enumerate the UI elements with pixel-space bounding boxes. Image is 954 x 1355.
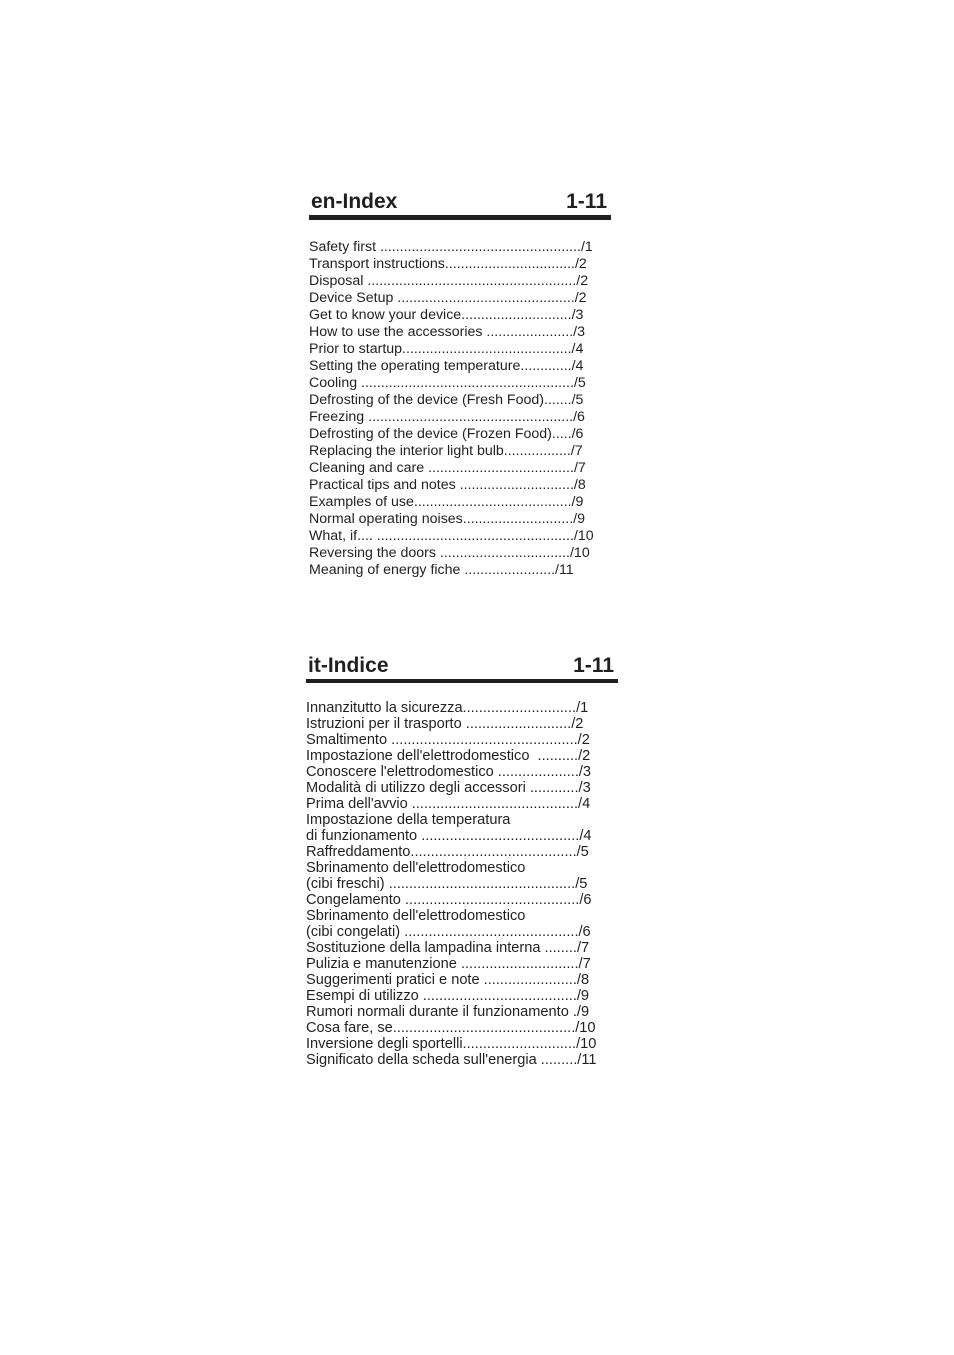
toc-entry: Significato della scheda sull'energia ........./11 xyxy=(306,1052,597,1068)
toc-entry: Congelamento .........................................../6 xyxy=(306,892,592,908)
toc-entry: Prima dell'avvio ........................................./4 xyxy=(306,796,591,812)
toc-entry: Freezing ..................................................../6 xyxy=(309,409,585,425)
toc-entry: Cosa fare, se............................................./10 xyxy=(306,1020,596,1036)
toc-entry: What, if.... ................................................../10 xyxy=(309,528,594,544)
toc-entry: Modalità di utilizzo degli accessori ............/3 xyxy=(306,780,591,796)
toc-entry: Sbrinamento dell'elettrodomestico xyxy=(306,860,526,876)
toc-entry: Transport instructions................................./2 xyxy=(309,256,587,272)
toc-entry: Innanzitutto la sicurezza............................/1 xyxy=(306,700,589,716)
toc-entry: Istruzioni per il trasporto ........................../2 xyxy=(306,716,584,732)
toc-entry: (cibi freschi) ............................................../5 xyxy=(306,876,588,892)
en-index-heading xyxy=(309,190,611,220)
it-indice-page-range: 1-11 xyxy=(573,654,614,677)
toc-entry: Rumori normali durante il funzionamento ./9 xyxy=(306,1004,590,1020)
it-indice-section xyxy=(306,654,618,1068)
toc-entry: Impostazione dell'elettrodomestico ........../2 xyxy=(306,748,591,764)
toc-entry: Defrosting of the device (Frozen Food)...../6 xyxy=(309,426,584,442)
it-indice-list xyxy=(306,700,618,1068)
toc-entry: Smaltimento ............................................../2 xyxy=(306,732,590,748)
toc-entry: Replacing the interior light bulb................./7 xyxy=(309,443,583,459)
toc-entry: Reversing the doors ................................./10 xyxy=(309,545,590,561)
toc-entry: Safety first .................................................../1 xyxy=(309,239,593,255)
toc-entry: Pulizia e manutenzione ............................./7 xyxy=(306,956,591,972)
toc-entry: Suggerimenti pratici e note ......................./8 xyxy=(306,972,590,988)
toc-entry: Esempi di utilizzo ....................................../9 xyxy=(306,988,590,1004)
it-indice-title: it-Indice xyxy=(308,654,389,677)
toc-entry: (cibi congelati) .........................................../6 xyxy=(306,924,591,940)
toc-entry: Cooling ....................................................../5 xyxy=(309,375,586,391)
it-indice-heading xyxy=(306,654,618,683)
toc-entry: Practical tips and notes ............................./8 xyxy=(309,477,586,493)
toc-entry: How to use the accessories ....................../3 xyxy=(309,324,585,340)
toc-entry: Sbrinamento dell'elettrodomestico xyxy=(306,908,526,924)
toc-entry: Device Setup ............................................./2 xyxy=(309,290,587,306)
en-index-list xyxy=(309,239,611,579)
toc-entry: Impostazione della temperatura xyxy=(306,812,511,828)
toc-entry: Inversione degli sportelli............................/10 xyxy=(306,1036,597,1052)
toc-entry: di funzionamento ......................................./4 xyxy=(306,828,592,844)
en-index-page-range: 1-11 xyxy=(566,190,607,213)
toc-entry: Defrosting of the device (Fresh Food)......./5 xyxy=(309,392,584,408)
toc-entry: Examples of use......................................../9 xyxy=(309,494,584,510)
toc-entry: Sostituzione della lampadina interna ......../7 xyxy=(306,940,590,956)
toc-entry: Raffreddamento........................................./5 xyxy=(306,844,589,860)
toc-entry: Cleaning and care ...................................../7 xyxy=(309,460,586,476)
toc-entry: Setting the operating temperature............./4 xyxy=(309,358,584,374)
toc-entry: Get to know your device............................/3 xyxy=(309,307,584,323)
en-index-section xyxy=(309,190,611,579)
toc-entry: Prior to startup.........................................../4 xyxy=(309,341,584,357)
en-index-title: en-Index xyxy=(311,190,398,213)
toc-entry: Conoscere l'elettrodomestico ..................../3 xyxy=(306,764,592,780)
toc-entry: Normal operating noises............................/9 xyxy=(309,511,585,527)
toc-entry: Disposal ...................................................../2 xyxy=(309,273,589,289)
toc-entry: Meaning of energy fiche ......................./11 xyxy=(309,562,574,578)
